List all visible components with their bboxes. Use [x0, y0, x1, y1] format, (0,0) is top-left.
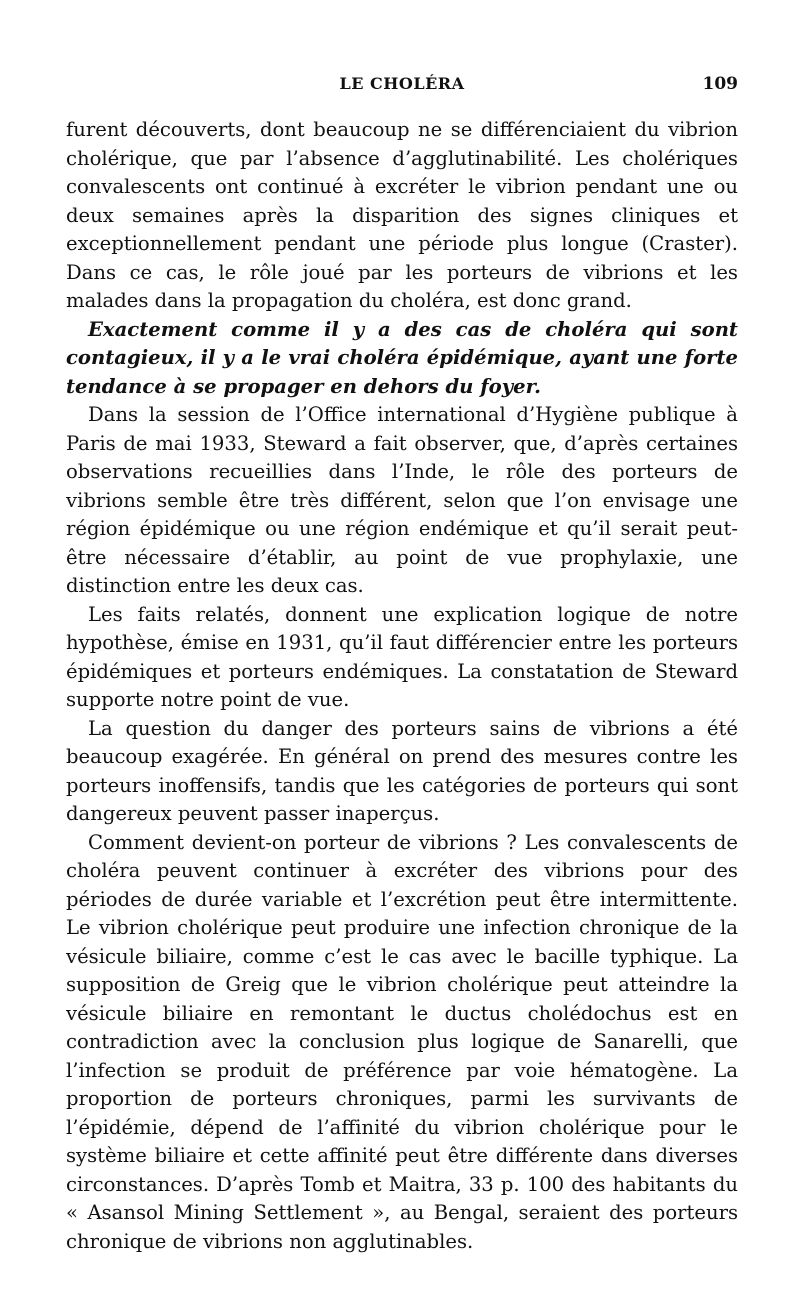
paragraph-continued: furent découverts, dont beaucoup ne se différenciaient du vibrion cholérique, que par l’absence d’agglutinabilité. Les cholériques convalescents ont continué à excréter le vibrion pendant une ou deux semaines après la disparition des signes cliniques et exceptionnellement pendant une période plus longue (Craster). Dans ce cas, le rôle joué par les porteurs de vibrions et les malades dans la propagation du choléra, est donc grand.: [66, 118, 738, 312]
paragraph-becoming-carrier: Comment devient-on porteur de vibrions ? Les convalescents de choléra peuvent continuer à excréter des vibrions pour des périodes de durée variable et l’excrétion peut être intermittente. Le vibrion cholérique peut produire une infection chronique de la vésicule biliaire, comme c’est le cas avec le bacille typhique. La supposition de Greig que le vibrion cholérique peut atteindre la vésicule biliaire en remontant le ductus cholédochus est en contradiction avec la conclusion plus logique de Sanarelli, que l’infection se produit de préférence par voie hématogène. La proportion de porteurs chroniques, parmi les survivants de l’épidémie, dépend de l’affinité du vibrion cholérique pour le système biliaire et cette affinité peut être différente dans diverses circonstances. D’après Tomb et Maitra, 33 p. 100 des habitants du « Asansol Mining Settlement », au Bengal, seraient des porteurs chronique de vibrions non agglutinables.: [66, 830, 738, 1253]
paragraph-hypothesis: Les faits relatés, donnent une explication logique de notre hypothèse, émise en 1931, qu’il faut différencier entre les porteurs épidémiques et porteurs endémiques. La constatation de Steward supporte notre point de vue.: [66, 602, 738, 711]
book-page: [66, 64, 738, 1256]
chapter-title: LE CHOLÉRA: [339, 74, 465, 93]
running-header: [66, 64, 738, 104]
body-text: [66, 116, 738, 1256]
paragraph-healthy-carriers: La question du danger des porteurs sains de vibrions a été beaucoup exagérée. En général on prend des mesures contre les porteurs inoffensifs, tandis que les catégories de porteurs qui sont dangereux peuvent passer inaperçus.: [66, 716, 738, 825]
page-number: 109: [702, 74, 738, 94]
paragraph-steward-session: Dans la session de l’Office international d’Hygiène publique à Paris de mai 1933, Steward a fait observer, que, d’après certaines observations recueillies dans l’Inde, le rôle des porteurs de vibrions semble être très différent, selon que l’on envisage une région épidémique ou une région endémique et qu’il serait peut-être nécessaire d’établir, au point de vue prophylaxie, une distinction entre les deux cas.: [66, 403, 738, 597]
paragraph-italic-emphasis: Exactement comme il y a des cas de choléra qui sont contagieux, il y a le vrai choléra épidémique, ayant une forte tendance à se propager en dehors du foyer.: [66, 317, 738, 398]
